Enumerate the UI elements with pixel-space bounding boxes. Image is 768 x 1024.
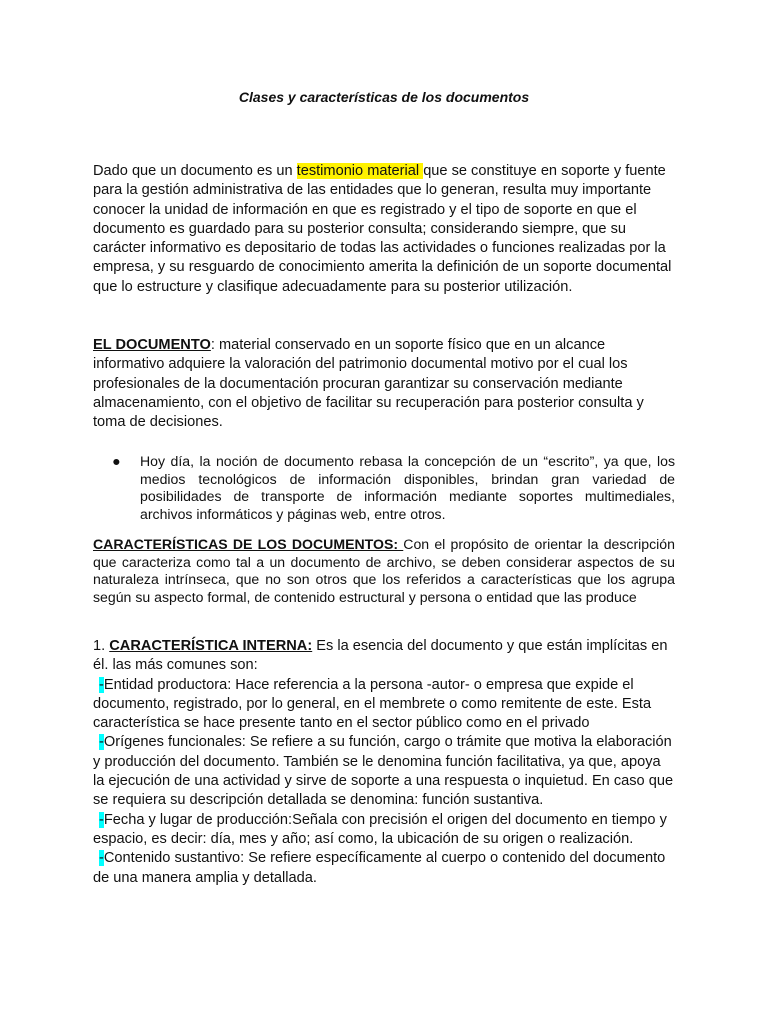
list-item [93, 849, 675, 888]
documento-heading: EL DOCUMENTO [93, 337, 211, 353]
intro-paragraph [93, 162, 675, 297]
list-item-marker: - [99, 676, 104, 693]
list-item-text: Fecha y lugar de producción:Señala con precisión el origen del documento en tiempo y espacio, es decir: día, mes y año; así como, la ubicación de su origen o realización. [93, 811, 667, 847]
document-title: Clases y características de los documentos [238, 89, 530, 105]
bullet-item [112, 453, 675, 523]
list-item [93, 811, 675, 850]
intro-text-after: que se constituye en soporte y fuente para la gestión administrativa de las entidades que lo generan, resulta muy importante conocer la unidad de información en que es registrado y el tipo de soporte en que el documento es guardado para su posterior consulta; considerando siempre, que su carácter informativo es depositario de todas las actividades o funciones realizadas por la empresa, y su resguardo de conocimiento amerita la definición de un soporte documental que lo estructure y clasifique adecuadamente para su posterior utilización. [93, 163, 672, 295]
interna-intro [93, 637, 675, 676]
list-item-marker: - [99, 811, 104, 828]
caracteristicas-paragraph [93, 536, 675, 606]
documento-text: : material conservado en un soporte físico que en un alcance informativo adquiere la valoración del patrimonio documental motivo por el cual los profesionales de la documentación procuran garantizar su conservación mediante almacenamiento, con el objetivo de facilitar su recuperación para posterior consulta y toma de decisiones. [93, 337, 644, 431]
intro-text-before: Dado que un documento es un [93, 163, 297, 179]
list-item-text: Contenido sustantivo: Se refiere específicamente al cuerpo o contenido del documento de una manera amplia y detallada. [93, 850, 666, 886]
list-item-marker: - [99, 850, 104, 867]
interna-text: Es la esencia del documento y que están implícitas en él. las más comunes son: [93, 638, 668, 674]
list-item-text: Orígenes funcionales: Se refiere a su función, cargo o trámite que motiva la elaboración y producción del documento. También se le denomina función facilitativa, ya que, apoya la ejecución de una actividad y sirve de soporte a una respuesta o inquietud. En caso que se requiera su descripción detallada se denomina: función sustantiva. [93, 734, 674, 809]
list-item [93, 676, 675, 734]
bullet-text: Hoy día, la noción de documento rebasa la concepción de un “escrito”, ya que, los medios tecnológicos de información disponibles, brindan gran variedad de posibilidades de transporte de información mediante soportes multimediales, archivos informáticos y páginas web, entre otros. [140, 453, 675, 522]
bullet-icon: ● [112, 453, 121, 469]
documento-paragraph [93, 336, 675, 432]
interna-section [93, 637, 675, 888]
list-item [93, 733, 675, 810]
list-item-marker: - [99, 734, 104, 751]
list-item-text: Entidad productora: Hace referencia a la persona -autor- o empresa que expide el documento, registrado, por lo general, en el membrete o como remitente de este. Esta característica se hace presente tanto en el sector público como en el privado [93, 676, 652, 732]
interna-number: 1. [93, 638, 110, 654]
caracteristicas-text: Con el propósito de orientar la descripción que caracteriza como tal a un documento de archivo, se deben considerar aspectos de su naturaleza intrínseca, que no son otros que los referidos a características que los agrupa según su aspecto formal, de contenido estructural y persona o entidad que las produce [93, 536, 675, 605]
caracteristicas-heading: CARACTERÍSTICAS DE LOS DOCUMENTOS: [93, 536, 404, 552]
highlighted-phrase: testimonio material [296, 163, 424, 179]
interna-heading: CARACTERÍSTICA INTERNA: [109, 638, 313, 654]
